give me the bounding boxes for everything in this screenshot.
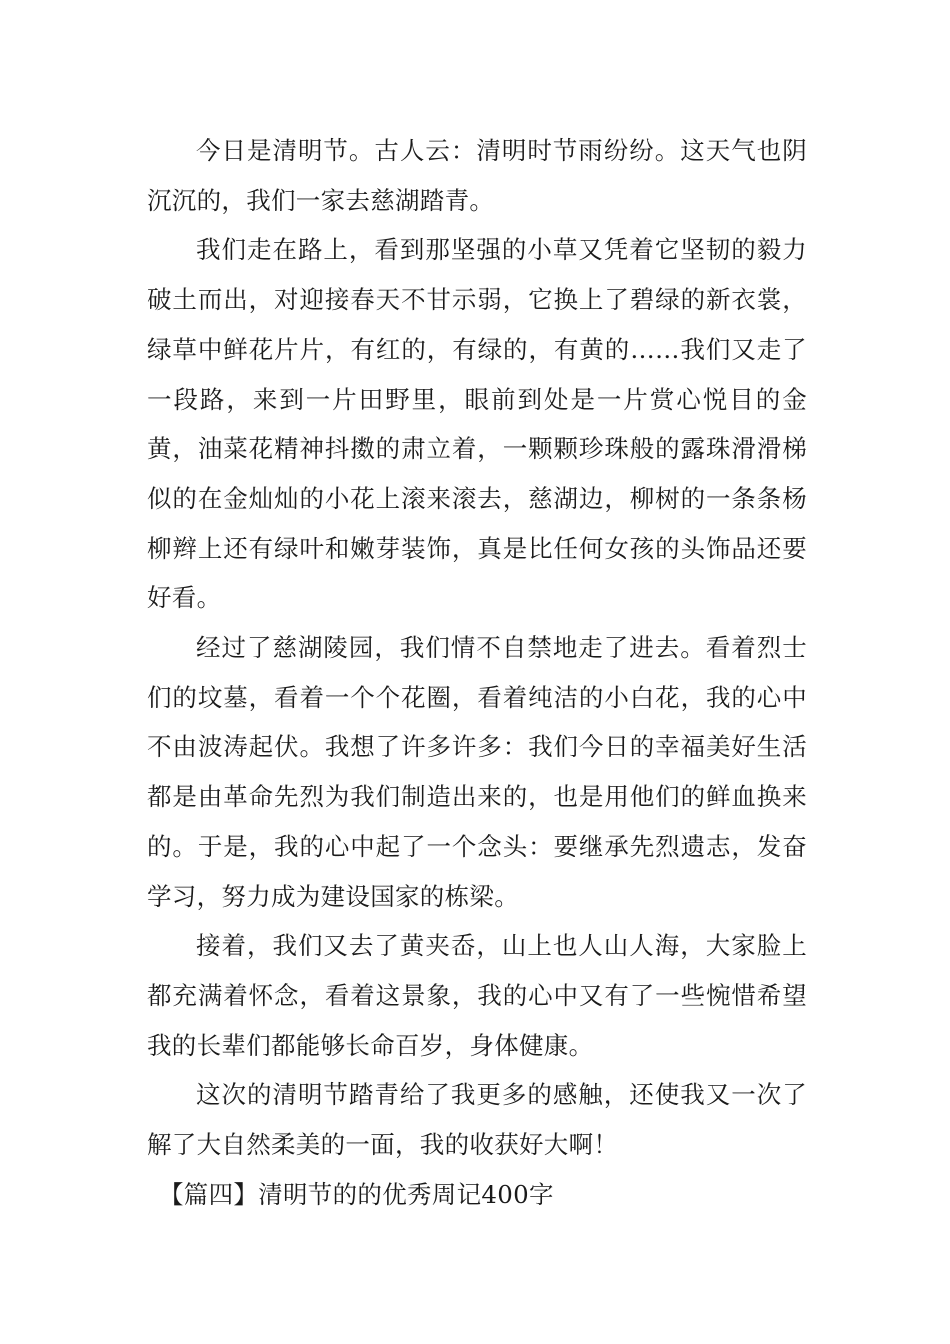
paragraph-huangjiaao: 接着，我们又去了黄夹岙，山上也人山人海，大家脸上都充满着怀念，看着这景象，我的心中又有了一些惋惜希望我的长辈们都能够长命百岁，身体健康。 [147,931,807,1060]
paragraph-qingming-intro: 今日是清明节。古人云：清明时节雨纷纷。这天气也阴沉沉的，我们一家去慈湖踏青。 [147,136,807,215]
paragraph-road-scenery: 我们走在路上，看到那坚强的小草又凭着它坚韧的毅力破土而出，对迎接春天不甘示弱，它换上了碧绿的新衣裳，绿草中鲜花片片，有红的，有绿的，有黄的……我们又走了一段路，来到一片田野里，眼前到处是一片赏心悦目的金黄，油菜花精神抖擞的肃立着，一颗颗珍珠般的露珠滑滑梯似的在金灿灿的小花上滚来滚去，慈湖边，柳树的一条条杨柳辫上还有绿叶和嫩芽装饰，真是比任何女孩的头饰品还要好看。 [147,235,807,613]
document-body [147,126,807,1219]
section-heading: 【篇四】清明节的的优秀周记400字 [159,1179,554,1209]
paragraph-cemetery-visit: 经过了慈湖陵园，我们情不自禁地走了进去。看着烈士们的坟墓，看着一个个花圈，看着纯洁的小白花，我的心中不由波涛起伏。我想了许多许多：我们今日的幸福美好生活都是由革命先烈为我们制造出来的，也是用他们的鲜血换来的。于是，我的心中起了一个念头：要继承先烈遗志，发奋学习，努力成为建设国家的栋梁。 [147,633,807,911]
paragraph-conclusion: 这次的清明节踏青给了我更多的感触，还使我又一次了解了大自然柔美的一面，我的收获好大啊！ [147,1080,807,1160]
